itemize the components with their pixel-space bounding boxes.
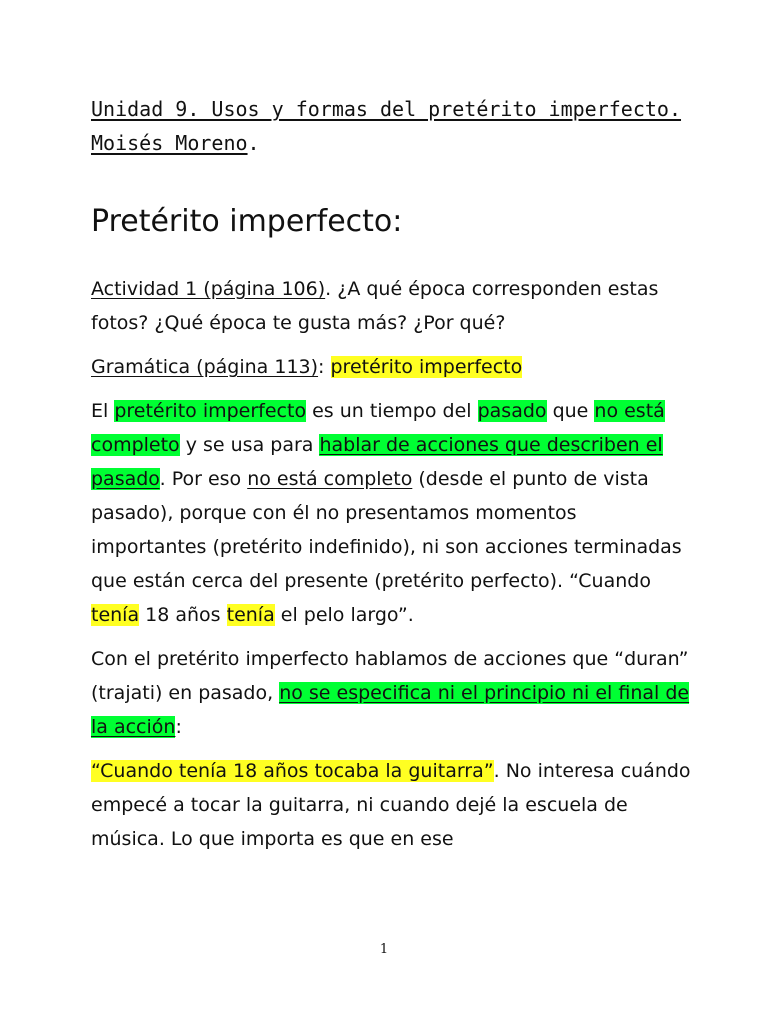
- highlight-yellow-quote: “Cuando tenía 18 años tocaba la guitarra”: [91, 760, 494, 782]
- activity-text: . ¿A qué época corresponden estas fotos? ¿Qué época te gusta más? ¿Por qué?: [91, 278, 659, 334]
- highlight-green: pasado: [477, 400, 547, 422]
- section-title: Pretérito imperfecto:: [91, 204, 403, 239]
- highlight-green-underlined: hablar de acciones que describen el pasado: [91, 434, 663, 490]
- text-span: 18 años: [139, 604, 227, 626]
- text-span: :: [175, 716, 182, 738]
- heading-period: .: [247, 131, 260, 155]
- highlight-green: no está completo: [91, 400, 665, 456]
- document-page: [91, 92, 691, 866]
- text-span: es un tiempo del: [306, 400, 478, 422]
- text-span: . No interesa cuándo empecé a tocar la guitarra, ni cuando dejé la escuela de música. Lo que importa es que en ese: [91, 760, 691, 850]
- text-span: el pelo largo”.: [274, 604, 414, 626]
- text-span: . Por eso: [159, 468, 248, 490]
- text-span: (desde el punto de vista pasado), porque con él no presentamos momentos importantes (pretérito indefinido), ni son acciones terminadas que están cerca del presente (pretérito perfecto). “Cuando: [91, 468, 682, 592]
- grammar-separator: :: [318, 356, 331, 378]
- underlined-text: no está completo: [247, 468, 413, 490]
- highlight-yellow: tenía: [91, 604, 140, 626]
- heading-title: Unidad 9. Usos y formas del pretérito imperfecto. Moisés Moreno: [91, 97, 682, 155]
- highlight-green-underlined: no se especifica ni el principio ni el final de la acción: [91, 682, 690, 738]
- text-span: Con el pretérito imperfecto hablamos de acciones que “duran” (trajati) en pasado,: [91, 648, 689, 704]
- highlight-yellow: tenía: [226, 604, 275, 626]
- text-span: El: [91, 400, 115, 422]
- paragraph-activity: [91, 272, 691, 340]
- document-heading: [91, 92, 691, 160]
- grammar-highlight: pretérito imperfecto: [330, 356, 523, 378]
- grammar-reference: Gramática (página 113): [91, 356, 319, 378]
- page-number: 1: [379, 942, 389, 957]
- highlight-green: pretérito imperfecto: [114, 400, 307, 422]
- text-span: y se usa para: [179, 434, 320, 456]
- paragraph-example: [91, 754, 691, 856]
- text-span: que: [546, 400, 595, 422]
- activity-reference: Actividad 1 (página 106): [91, 278, 326, 300]
- paragraph-grammar: [91, 350, 691, 384]
- paragraph-duration: [91, 642, 691, 744]
- paragraph-definition: [91, 394, 691, 632]
